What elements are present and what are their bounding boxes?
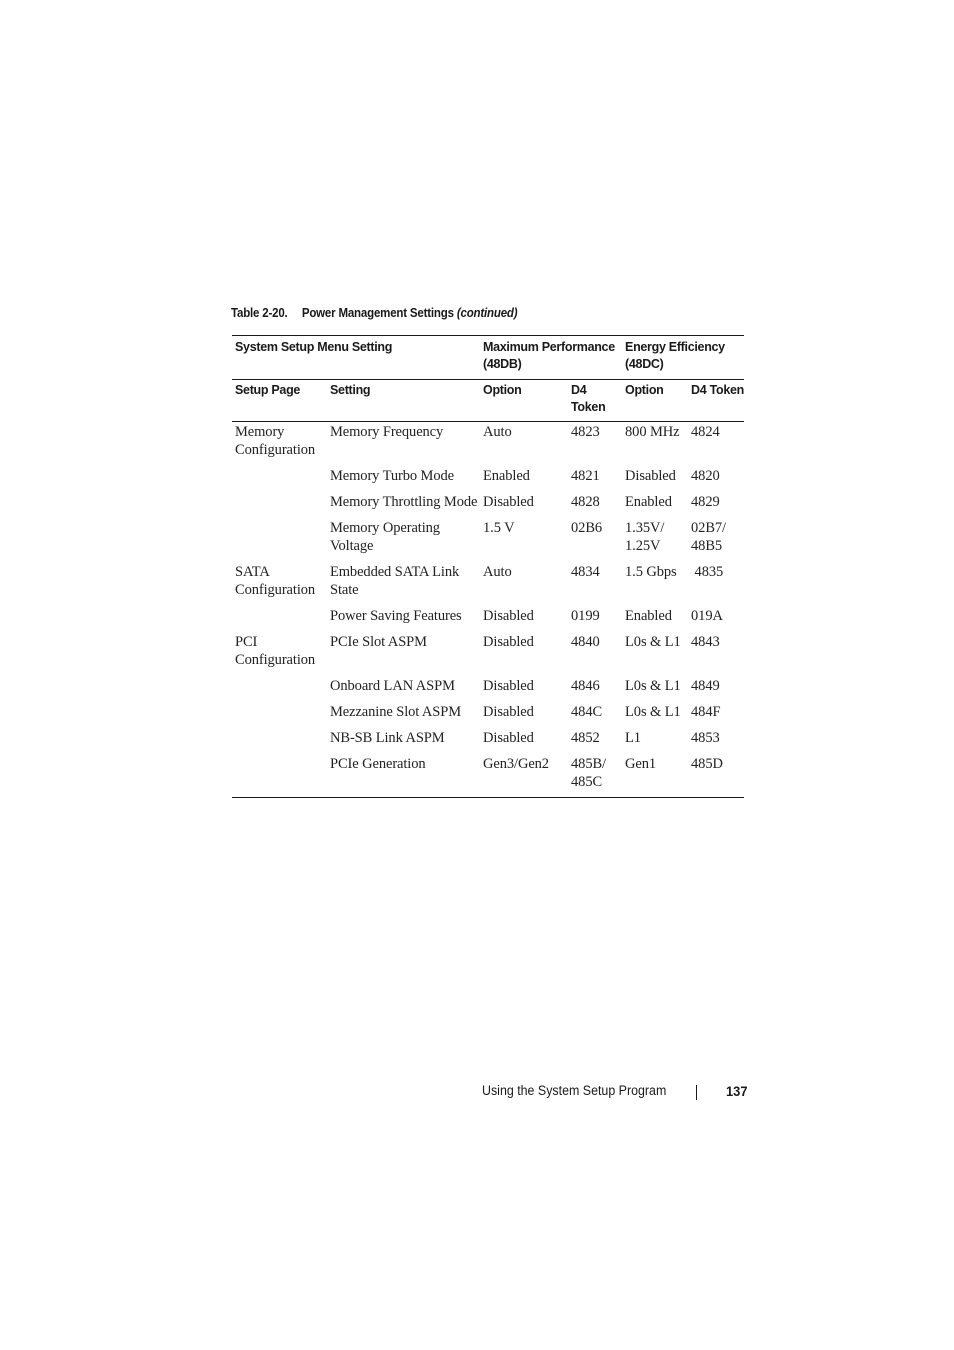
cell-setting: Mezzanine Slot ASPM	[330, 704, 462, 720]
cell-token-efficiency: 485D	[691, 756, 723, 772]
cell-option-performance: Disabled	[483, 494, 534, 510]
cell-setup-page	[232, 728, 327, 754]
footer-separator	[696, 1085, 697, 1100]
table-row	[232, 466, 744, 492]
cell-token-efficiency: 02B7/ 48B5	[691, 520, 726, 554]
cell-token-efficiency: 484F	[691, 704, 721, 720]
cell-option-efficiency: Disabled	[625, 468, 676, 484]
cell-option-performance: Auto	[483, 564, 512, 580]
cell-option-efficiency: L1	[625, 730, 641, 746]
table-continued: (continued)	[456, 306, 518, 320]
cell-token-efficiency: 4849	[691, 678, 720, 694]
cell-setup-page	[232, 518, 327, 562]
cell-option-performance: Disabled	[483, 730, 534, 746]
header-d4-token-efficiency: D4 Token	[691, 383, 744, 397]
table-header-group-row	[232, 336, 744, 380]
cell-option-efficiency: L0s & L1	[625, 678, 681, 694]
table-title: Power Management Settings	[301, 306, 454, 320]
cell-token-performance: 4834	[571, 564, 600, 580]
cell-setup-page	[232, 676, 327, 702]
cell-option-efficiency: 1.35V/ 1.25V	[625, 520, 665, 554]
cell-token-efficiency: 4835	[691, 564, 724, 580]
page-number: 137	[726, 1083, 748, 1099]
table-row	[232, 702, 744, 728]
table-row	[232, 676, 744, 702]
table-row	[232, 562, 744, 606]
cell-setup-page	[232, 466, 327, 492]
cell-token-performance: 4823	[571, 424, 600, 440]
header-system-setup-menu-setting: System Setup Menu Setting	[235, 340, 393, 354]
header-setting: Setting	[330, 383, 371, 397]
cell-setting: Onboard LAN ASPM	[330, 678, 455, 694]
cell-option-efficiency: L0s & L1	[625, 634, 681, 650]
cell-setup-page: PCI Configuration	[235, 634, 316, 668]
cell-setting: PCIe Generation	[330, 756, 426, 772]
cell-option-performance: Disabled	[483, 704, 534, 720]
header-maximum-performance: Maximum Performance (48DB)	[483, 340, 615, 371]
table-caption	[231, 306, 517, 320]
cell-option-efficiency: 800 MHz	[625, 424, 680, 440]
table-row	[232, 518, 744, 562]
cell-token-efficiency: 4820	[691, 468, 720, 484]
table-row	[232, 492, 744, 518]
cell-option-performance: Gen3/Gen2	[483, 756, 549, 772]
cell-token-performance: 485B/ 485C	[571, 756, 606, 790]
cell-setup-page	[232, 606, 327, 632]
cell-setting: Memory Frequency	[330, 424, 444, 440]
cell-setup-page	[232, 754, 327, 798]
cell-setting: Memory Throttling Mode	[330, 494, 478, 510]
cell-option-efficiency: Enabled	[625, 608, 672, 624]
cell-token-efficiency: 4824	[691, 424, 720, 440]
cell-option-performance: Disabled	[483, 634, 534, 650]
header-setup-page: Setup Page	[235, 383, 301, 397]
cell-setting: NB-SB Link ASPM	[330, 730, 445, 746]
cell-option-efficiency: 1.5 Gbps	[625, 564, 677, 580]
cell-option-efficiency: Enabled	[625, 494, 672, 510]
cell-token-performance: 4828	[571, 494, 600, 510]
cell-option-performance: Enabled	[483, 468, 530, 484]
cell-token-performance: 4821	[571, 468, 600, 484]
cell-token-performance: 02B6	[571, 520, 603, 536]
table-row	[232, 728, 744, 754]
table-number: Table 2-20.	[231, 306, 288, 320]
table-row	[232, 754, 744, 798]
table-row	[232, 632, 744, 676]
footer-section-title: Using the System Setup Program	[482, 1083, 667, 1098]
cell-setup-page: Memory Configuration	[235, 424, 316, 458]
cell-token-performance: 4846	[571, 678, 600, 694]
cell-token-performance: 484C	[571, 704, 603, 720]
cell-token-performance: 4852	[571, 730, 600, 746]
cell-token-efficiency: 4853	[691, 730, 720, 746]
header-energy-efficiency: Energy Efficiency (48DC)	[625, 340, 725, 371]
cell-token-performance: 4840	[571, 634, 600, 650]
cell-setting: Memory Operating Voltage	[330, 520, 440, 554]
cell-token-performance: 0199	[571, 608, 600, 624]
table-row	[232, 422, 744, 467]
table-row	[232, 606, 744, 632]
cell-option-efficiency: Gen1	[625, 756, 657, 772]
cell-setup-page	[232, 492, 327, 518]
cell-token-efficiency: 019A	[691, 608, 723, 624]
cell-option-performance: 1.5 V	[483, 520, 515, 536]
cell-setting: Memory Turbo Mode	[330, 468, 454, 484]
cell-option-performance: Disabled	[483, 678, 534, 694]
header-d4-token-performance: D4 Token	[571, 383, 606, 414]
cell-token-efficiency: 4829	[691, 494, 720, 510]
cell-token-efficiency: 4843	[691, 634, 720, 650]
cell-setup-page	[232, 702, 327, 728]
cell-option-performance: Auto	[483, 424, 512, 440]
cell-setting: PCIe Slot ASPM	[330, 634, 427, 650]
cell-setup-page: SATA Configuration	[235, 564, 316, 598]
power-management-table	[232, 335, 744, 798]
cell-setting: Embedded SATA Link State	[330, 564, 460, 598]
cell-option-efficiency: L0s & L1	[625, 704, 681, 720]
header-option-performance: Option	[483, 383, 522, 397]
cell-setting: Power Saving Features	[330, 608, 462, 624]
cell-option-performance: Disabled	[483, 608, 534, 624]
header-option-efficiency: Option	[625, 383, 664, 397]
table-header-row	[232, 380, 744, 422]
